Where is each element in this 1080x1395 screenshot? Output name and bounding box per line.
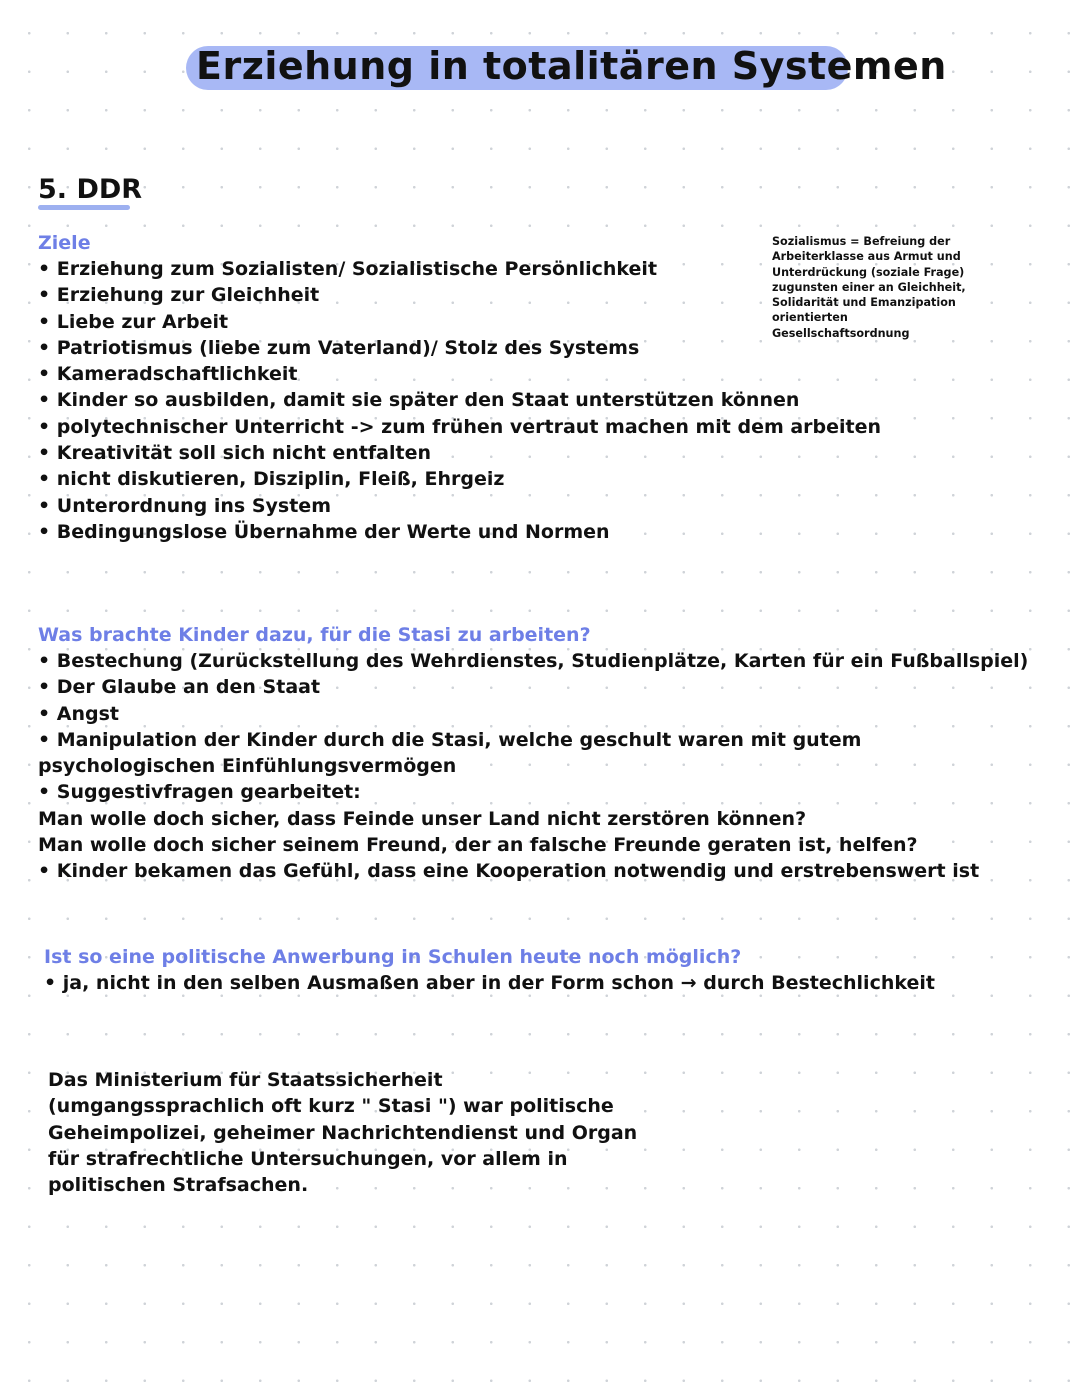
info-line: politischen Strafsachen. [48,1174,309,1197]
stasi-line: • Manipulation der Kinder durch die Stasi, welche geschult waren mit gutem [38,728,862,751]
title-block [186,40,957,92]
stasi-line: • Der Glaube an den Staat [38,676,321,699]
info-line: (umgangssprachlich oft kurz " Stasi ") war politische [48,1095,614,1118]
list-item: • Bedingungslose Übernahme der Werte und Normen [38,519,881,545]
stasi-line: Man wolle doch sicher, dass Feinde unser Land nicht zerstören können? [38,807,807,830]
list-item: • Patriotismus (liebe zum Vaterland)/ Stolz des Systems [38,335,881,361]
info-line: für strafrechtliche Untersuchungen, vor allem in [48,1147,568,1170]
anwerbung-block [44,944,935,996]
list-item: • polytechnischer Unterricht -> zum frühen vertraut machen mit dem arbeiten [38,414,881,440]
stasi-info-block [48,1067,637,1198]
list-item: • Erziehung zur Gleichheit [38,282,881,308]
ziele-block [38,230,881,545]
section-title: 5. DDR [38,174,143,205]
list-item: • Kameradschaftlichkeit [38,361,881,387]
stasi-block [38,622,1028,885]
ziele-heading: Ziele [38,232,91,254]
stasi-heading: Was brachte Kinder dazu, für die Stasi zu arbeiten? [38,624,591,646]
list-item: • Kreativität soll sich nicht entfalten [38,440,881,466]
list-item: • Erziehung zum Sozialisten/ Sozialistische Persönlichkeit [38,256,881,282]
side-note-sozialismus: Sozialismus = Befreiung der Arbeiterklasse aus Armut und Unterdrückung (soziale Frage) zugunsten einer an Gleichheit, Solidarität und Emanzipation orientierten Gesellschaftsordnung [772,235,966,340]
info-line: Geheimpolizei, geheimer Nachrichtendienst und Organ [48,1121,638,1144]
list-item: • Unterordnung ins System [38,493,881,519]
stasi-line: • Suggestivfragen gearbeitet: [38,781,361,804]
info-line: Das Ministerium für Staatssicherheit [48,1069,443,1091]
page-title: Erziehung in totalitären Systemen [196,44,947,88]
stasi-line: • Angst [38,702,119,725]
section-title-underline [38,205,130,210]
anwerbung-answer: • ja, nicht in den selben Ausmaßen aber in der Form schon → durch Bestechlichkeit [44,972,935,994]
stasi-line: psychologischen Einfühlungsvermögen [38,755,457,778]
list-item: • Kinder so ausbilden, damit sie später den Staat unterstützen können [38,387,881,413]
list-item: • nicht diskutieren, Disziplin, Fleiß, Ehrgeiz [38,466,881,492]
stasi-line: • Kinder bekamen das Gefühl, dass eine Kooperation notwendig und erstrebenswert ist [38,860,980,883]
stasi-line: • Bestechung (Zurückstellung des Wehrdienstes, Studienplätze, Karten für ein Fußballspiel) [38,650,1029,672]
list-item: • Liebe zur Arbeit [38,309,881,335]
anwerbung-heading: Ist so eine politische Anwerbung in Schulen heute noch möglich? [44,946,742,968]
stasi-line: Man wolle doch sicher seinem Freund, der an falsche Freunde geraten ist, helfen? [38,834,918,857]
ziele-list [38,256,881,545]
